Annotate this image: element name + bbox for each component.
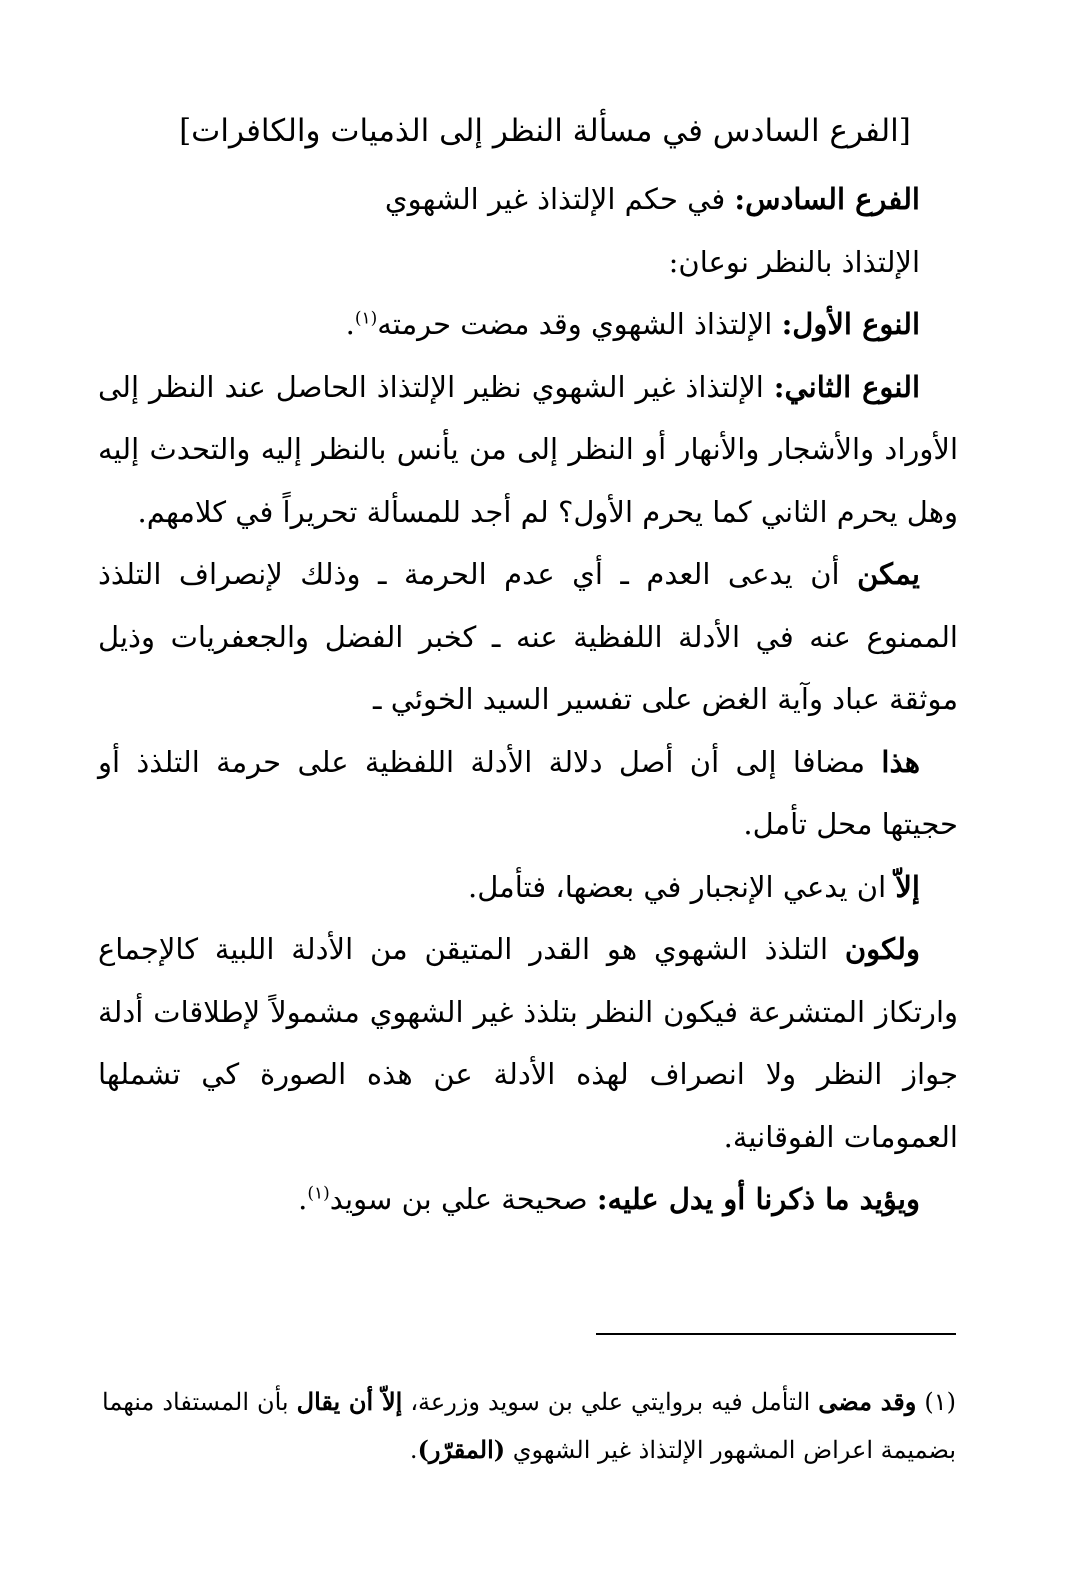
yuayyid-text: صحيحة علي بن سويد (329, 1182, 597, 1216)
illa-text: ان يدعي الإنجبار في بعضها، فتأمل. (468, 869, 896, 904)
hatha-paragraph (98, 731, 958, 856)
footnote-number: (١) (924, 1388, 957, 1416)
yuayyid-label: ويؤيد ما ذكرنا أو يدل عليه: (596, 1182, 920, 1216)
yumkin-paragraph (98, 543, 958, 731)
footnote-bold-1: وقد مضى (818, 1387, 917, 1416)
footnote-reference[interactable]: (١) (354, 308, 378, 329)
type-one-paragraph (98, 293, 958, 356)
yumkin-text: أن يدعى العدم ـ أي عدم الحرمة ـ وذلك لإنصراف التلذذ الممنوع عنه في الأدلة اللفظية عنه ـ كخبر الفضل والجعفريات وذيل موثقة عباد وآية الغض على تفسير السيد الخوئي ـ (98, 557, 958, 716)
footnote-text-1: التأمل فيه بروايتي علي بن سويد وزرعة، (402, 1388, 819, 1416)
branch-text: في حكم الإلتذاذ غير الشهوي (384, 182, 735, 216)
type-one-end: . (345, 307, 355, 341)
yuayyid-paragraph (98, 1168, 958, 1231)
type-two-text: الإلتذاذ غير الشهوي نظير الإلتذاذ الحاصل عند النظر إلى الأوراد والأشجار والأنهار أو النظر إلى من يأنس بالنظر إليه والتحدث إليه وهل يحرم الثاني كما يحرم الأول؟ لم أجد للمسألة تحريراً في كلامهم. (98, 369, 958, 529)
footnote-bold-3: (المقرّر) (417, 1435, 506, 1464)
type-two-label: النوع الثاني: (773, 369, 921, 404)
type-two-paragraph (98, 356, 958, 544)
wa-likawn-label: ولكون (844, 932, 920, 966)
footnote-bold-2: إلاّ أن يقال (296, 1387, 403, 1416)
wa-likawn-text: التلذذ الشهوي هو القدر المتيقن من الأدلة اللبية كالإجماع وارتكاز المتشرعة فيكون النظر بتلذذ غير الشهوي مشمولاً لإطلاقات أدلة جواز النظر ولا انصراف لهذه الأدلة عن هذه الصورة كي تشملها العمومات الفوقانية. (98, 932, 958, 1154)
branch-label: الفرع السادس: (734, 182, 920, 216)
types-intro-paragraph: الإلتذاذ بالنظر نوعان: (668, 244, 920, 279)
footnote-text-2: بأن المستفاد منهما بضميمة اعراض المشهور الإلتذاذ غير الشهوي (102, 1388, 956, 1464)
type-one-label: النوع الأول: (781, 307, 920, 341)
main-text (98, 96, 958, 1231)
yuayyid-end: . (298, 1182, 308, 1216)
section-heading: [الفرع السادس في مسألة النظر إلى الذميات والكافرات] (179, 113, 911, 149)
wa-likawn-paragraph (98, 918, 958, 1168)
footnote-text-3: . (409, 1436, 418, 1464)
illa-paragraph (98, 856, 958, 919)
footnote (102, 1378, 956, 1474)
type-one-text: الإلتذاذ الشهوي وقد مضت حرمته (377, 307, 782, 341)
hatha-text: مضافا إلى أن أصل دلالة الأدلة اللفظية على حرمة التلذذ أو حجيتها محل تأمل. (98, 744, 958, 841)
hatha-label: هذا (881, 744, 920, 779)
footnote-reference[interactable]: (١) (307, 1183, 330, 1204)
illa-label: إلاّ (895, 869, 920, 904)
branch-title-paragraph (98, 168, 958, 231)
footnote-separator (596, 1333, 956, 1335)
yumkin-label: يمكن (857, 557, 920, 591)
